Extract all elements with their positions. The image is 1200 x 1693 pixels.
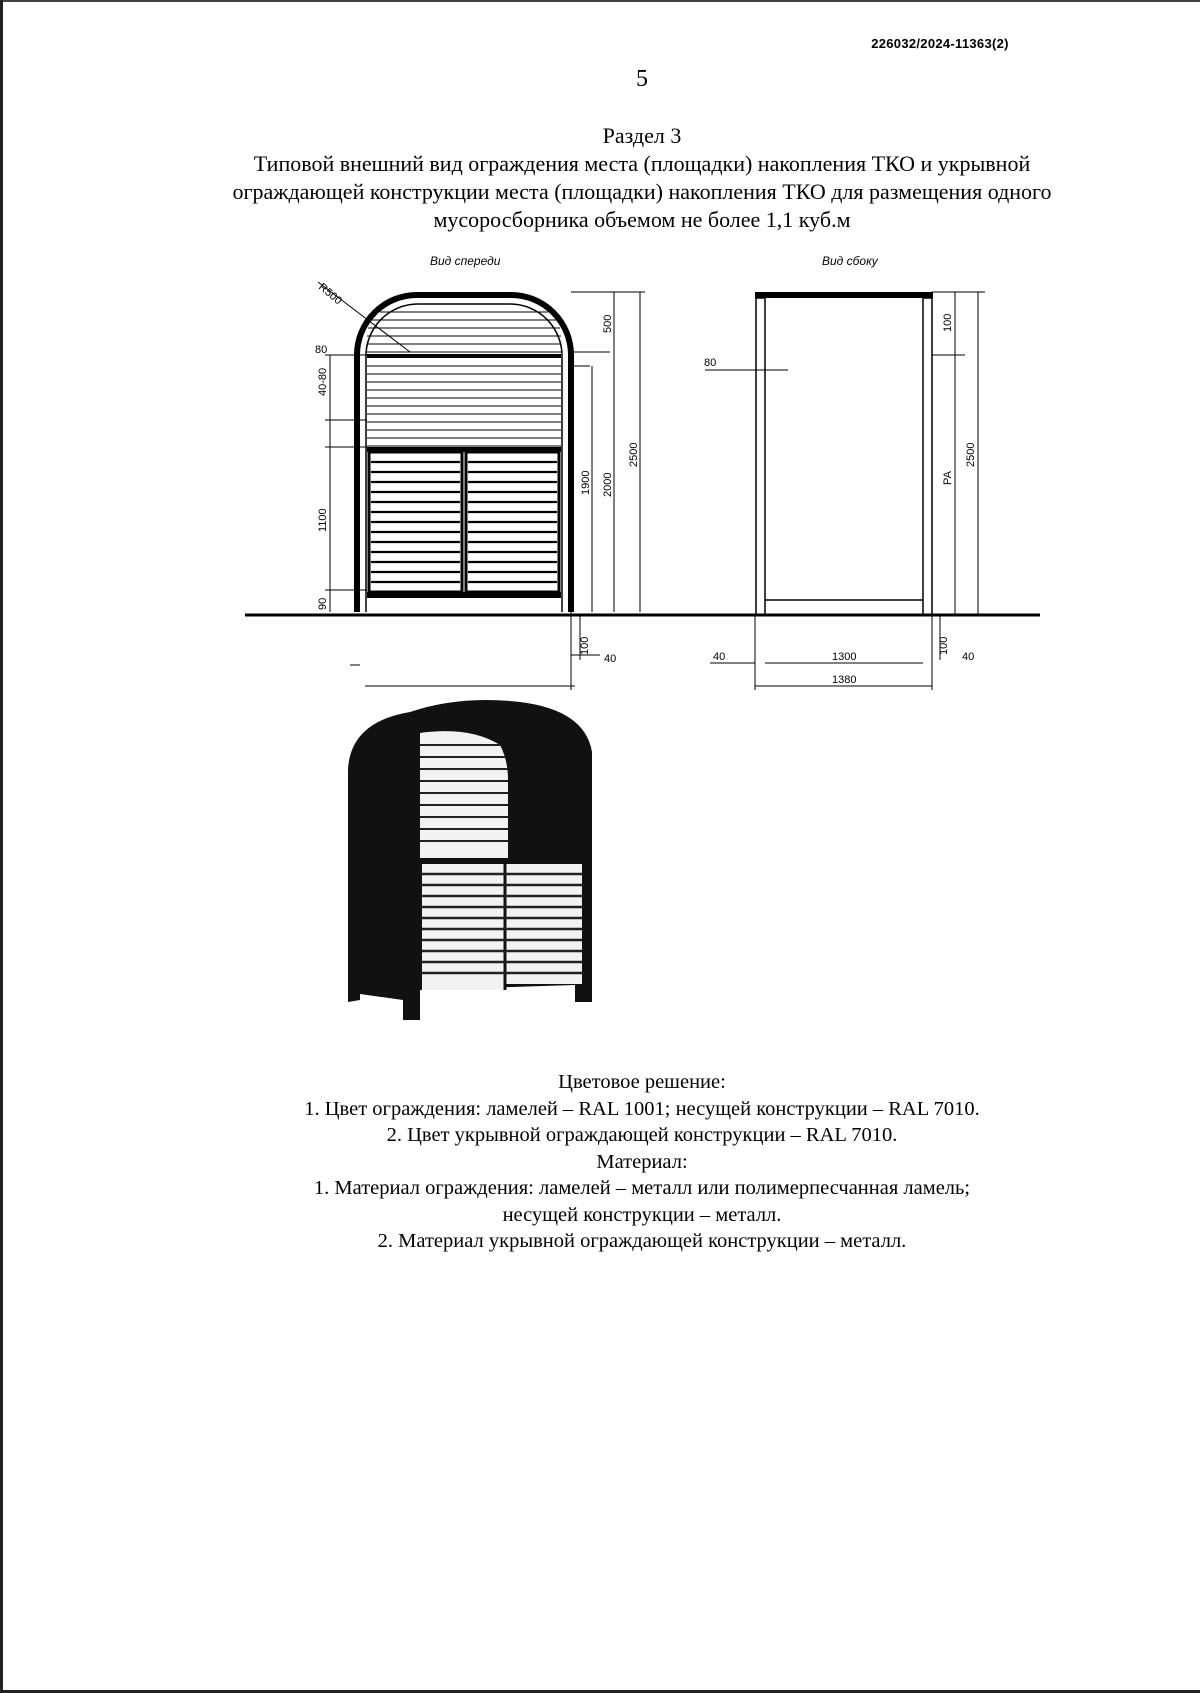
dim-base-100: 100 <box>579 636 591 655</box>
front-bottom-beam <box>367 592 561 598</box>
side-roof-beam <box>755 292 933 298</box>
page-number: 5 <box>636 66 648 92</box>
scan-edge-top <box>0 0 1200 2</box>
front-top-beam <box>367 354 561 358</box>
render-upper-slats <box>420 731 508 858</box>
heading-line-2: ограждающей конструкции места (площадки) накопления ТКО для размещения одного <box>232 179 1052 204</box>
side-dim-post-80: 80 <box>704 357 717 369</box>
structure-3d-render <box>348 700 592 1020</box>
dim-upper-500: 500 <box>602 314 614 333</box>
dim-top-80: 80 <box>315 344 328 356</box>
side-dimension-lines <box>705 292 985 690</box>
document-id: 226032/2024-11363(2) <box>871 36 1009 51</box>
material-heading: Материал: <box>596 1150 688 1173</box>
render-left-door <box>422 864 504 990</box>
dim-1900: 1900 <box>580 470 592 495</box>
dim-gap-40-80: 40-80 <box>317 367 329 396</box>
color-heading: Цветовое решение: <box>558 1071 726 1093</box>
notes-block <box>150 1069 1134 1255</box>
render-mid-rail <box>420 858 508 864</box>
technical-drawing <box>0 240 1200 1040</box>
front-view <box>315 281 645 690</box>
dim-2500: 2500 <box>628 442 640 467</box>
front-door-slats <box>371 462 557 582</box>
material-line-3: 2. Материал укрывной ограждающей конструкции – металл. <box>377 1230 907 1252</box>
dim-bottom-90: 90 <box>317 597 329 610</box>
side-left-post <box>756 298 765 615</box>
front-view-label: Вид спереди <box>430 254 501 268</box>
section-title: Раздел 3 <box>602 123 682 148</box>
material-line-1: 1. Материал ограждения: ламелей – металл или полимерпесчанная ламель; <box>313 1177 971 1199</box>
dim-radius: R500 <box>316 281 344 308</box>
section-heading <box>100 122 1184 234</box>
side-dim-left-40: 40 <box>713 651 726 663</box>
heading-line-1: Типовой внешний вид ограждения места (площадки) накопления ТКО и укрывной <box>253 151 1031 176</box>
render-right-door <box>506 864 582 984</box>
front-arch-inner <box>366 304 562 612</box>
side-dim-1380: 1380 <box>832 674 857 686</box>
side-dim-right-40: 40 <box>962 651 975 663</box>
dim-lower-1100: 1100 <box>317 508 329 532</box>
side-right-post <box>923 298 932 615</box>
side-dim-1300: 1300 <box>832 651 857 663</box>
side-dim-base-100: 100 <box>938 636 950 655</box>
side-dim-top-100: 100 <box>942 313 954 332</box>
front-upper-slats <box>367 312 561 352</box>
side-view <box>704 292 985 690</box>
side-dim-inner: РА <box>942 471 954 485</box>
dim-side-40: 40 <box>604 653 617 665</box>
color-line-1: 1. Цвет ограждения: ламелей – RAL 1001; несущей конструкции – RAL 7010. <box>304 1097 980 1120</box>
color-line-2: 2. Цвет укрывной ограждающей конструкции – RAL 7010. <box>386 1124 898 1146</box>
front-middle-slats <box>367 366 561 446</box>
material-line-2: несущей конструкции – металл. <box>502 1203 782 1226</box>
dim-2000: 2000 <box>602 472 614 497</box>
side-view-label: Вид сбоку <box>822 254 878 268</box>
side-dim-2500: 2500 <box>965 442 977 467</box>
heading-line-3: мусоросборника объемом не более 1,1 куб.м <box>433 207 851 232</box>
